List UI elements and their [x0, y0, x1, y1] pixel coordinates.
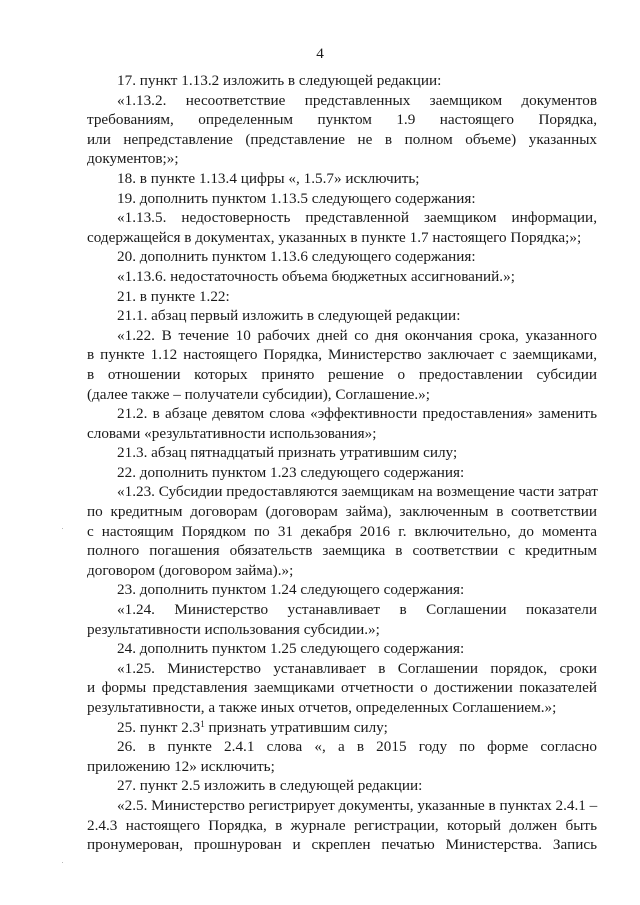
scan-speck — [62, 862, 63, 863]
text-line — [87, 659, 597, 679]
text-line — [87, 580, 597, 600]
text-line-content: словами «результативности использования»; — [87, 424, 377, 442]
text-line — [87, 639, 597, 659]
text-line — [87, 502, 597, 522]
text-line-content: 21.2. в абзаце девятом слова «эффективности предоставления» заменить — [117, 405, 597, 423]
text-line-content: 19. дополнить пунктом 1.13.5 следующего содержания: — [117, 189, 476, 207]
text-line — [87, 482, 597, 502]
superscript: 1 — [200, 718, 205, 729]
text-line-content: содержащейся в документах, указанных в пункте 1.7 настоящего Порядка;»; — [87, 228, 582, 246]
text-line-content: договором (договором займа).»; — [87, 561, 294, 579]
text-line-content: 24. дополнить пунктом 1.25 следующего содержания: — [117, 640, 465, 658]
text-line-content: по кредитным договорам (договорам займа), заключенным в соответствии — [87, 503, 597, 521]
text-line-content: 18. в пункте 1.13.4 цифры «, 1.5.7» исключить; — [117, 169, 420, 187]
text-line — [87, 620, 597, 640]
text-line — [87, 443, 597, 463]
text-line — [87, 287, 597, 307]
text-line-content: приложению 12» исключить; — [87, 757, 275, 775]
text-line-content: 21.3. абзац пятнадцатый признать утратившим силу; — [117, 444, 458, 462]
text-line-content: «1.13.5. недостоверность представленной заемщиком информации, — [117, 209, 597, 227]
document-body — [87, 71, 597, 855]
text-line — [87, 326, 597, 346]
text-line-content: 22. дополнить пунктом 1.23 следующего содержания: — [117, 463, 465, 481]
text-line-content: «1.23. Субсидии предоставляются заемщикам на возмещение части затрат — [117, 483, 598, 501]
text-line-content: результативности, а также иных отчетов, определенных Соглашением.»; — [87, 699, 557, 716]
page-number: 4 — [316, 45, 324, 62]
text-line — [87, 130, 597, 150]
text-line-content: с настоящим Порядком по 31 декабря 2016 г. включительно, до момента — [87, 522, 597, 540]
text-line-content: 21.1. абзац первый изложить в следующей редакции: — [117, 307, 461, 325]
text-line — [87, 247, 597, 267]
text-line-content: 27. пункт 2.5 изложить в следующей редакции: — [117, 777, 423, 795]
text-line — [87, 365, 597, 385]
scan-speck — [62, 528, 63, 529]
text-line — [87, 169, 597, 189]
text-line — [87, 678, 597, 698]
text-line — [87, 463, 597, 483]
text-line — [87, 816, 597, 836]
text-line — [87, 267, 597, 287]
text-line — [87, 541, 597, 561]
text-line — [87, 149, 597, 169]
text-line-content: 20. дополнить пунктом 1.13.6 следующего содержания: — [117, 248, 476, 266]
text-line — [87, 189, 597, 209]
text-line-content: «1.13.2. несоответствие представленных заемщиком документов — [117, 91, 597, 109]
text-line — [87, 345, 597, 365]
text-line — [87, 91, 597, 111]
text-line — [87, 385, 597, 405]
text-line — [87, 757, 597, 777]
text-line-content: 23. дополнить пунктом 1.24 следующего содержания: — [117, 581, 465, 599]
text-line-content: «1.13.6. недостаточность объема бюджетных ассигнований.»; — [117, 267, 515, 285]
text-line — [87, 404, 597, 424]
text-line-content: результативности использования субсидии.»; — [87, 620, 380, 638]
text-line-content: (далее также – получатели субсидии), Соглашение.»; — [87, 385, 430, 403]
text-line-content: пронумерован, прошнурован и скреплен печатью Министерства. Запись — [87, 836, 597, 854]
text-line — [87, 698, 597, 718]
text-line-content: 25. пункт 2.3 — [117, 718, 201, 736]
text-line-content: или непредставление (представление не в полном объеме) указанных — [87, 130, 597, 148]
text-line-continuation: признать утратившим силу; — [204, 718, 388, 736]
text-line-content: полного погашения обязательств заемщика в соответствии с кредитным — [87, 542, 597, 560]
text-line-content: «1.25. Министерство устанавливает в Соглашении порядок, сроки — [117, 659, 597, 677]
text-line-content: 26. в пункте 2.4.1 слова «, а в 2015 году по форме согласно — [117, 738, 597, 756]
text-line — [87, 110, 597, 130]
text-line — [87, 776, 597, 796]
text-line-content: «2.5. Министерство регистрирует документы, указанные в пунктах 2.4.1 – — [117, 796, 598, 814]
text-line — [87, 522, 597, 542]
text-line-content: в отношении которых принято решение о предоставлении субсидии — [87, 365, 597, 383]
text-line-content: «1.22. В течение 10 рабочих дней со дня окончания срока, указанного — [117, 326, 597, 344]
text-line — [87, 208, 597, 228]
text-line-content: требованиям, определенным пунктом 1.9 настоящего Порядка, — [87, 111, 597, 129]
text-line — [87, 228, 597, 248]
text-line — [87, 306, 597, 326]
text-line-content: и формы представления заемщиками отчетности о достижении показателей — [87, 679, 597, 697]
text-line — [87, 424, 597, 444]
text-line — [87, 718, 597, 738]
text-line-content: в пункте 1.12 настоящего Порядка, Министерство заключает с заемщиками, — [87, 346, 597, 364]
text-line — [87, 796, 597, 816]
text-line — [87, 561, 597, 581]
text-line-content: документов;»; — [87, 150, 179, 168]
text-line — [87, 835, 597, 855]
text-line-content: «1.24. Министерство устанавливает в Соглашении показатели — [117, 601, 597, 619]
text-line — [87, 737, 597, 757]
text-line — [87, 71, 597, 91]
text-line — [87, 600, 597, 620]
text-line-content: 17. пункт 1.13.2 изложить в следующей редакции: — [117, 72, 442, 89]
text-line-content: 2.4.3 настоящего Порядка, в журнале регистрации, который должен быть — [87, 816, 597, 834]
text-line-content: 21. в пункте 1.22: — [117, 287, 230, 305]
